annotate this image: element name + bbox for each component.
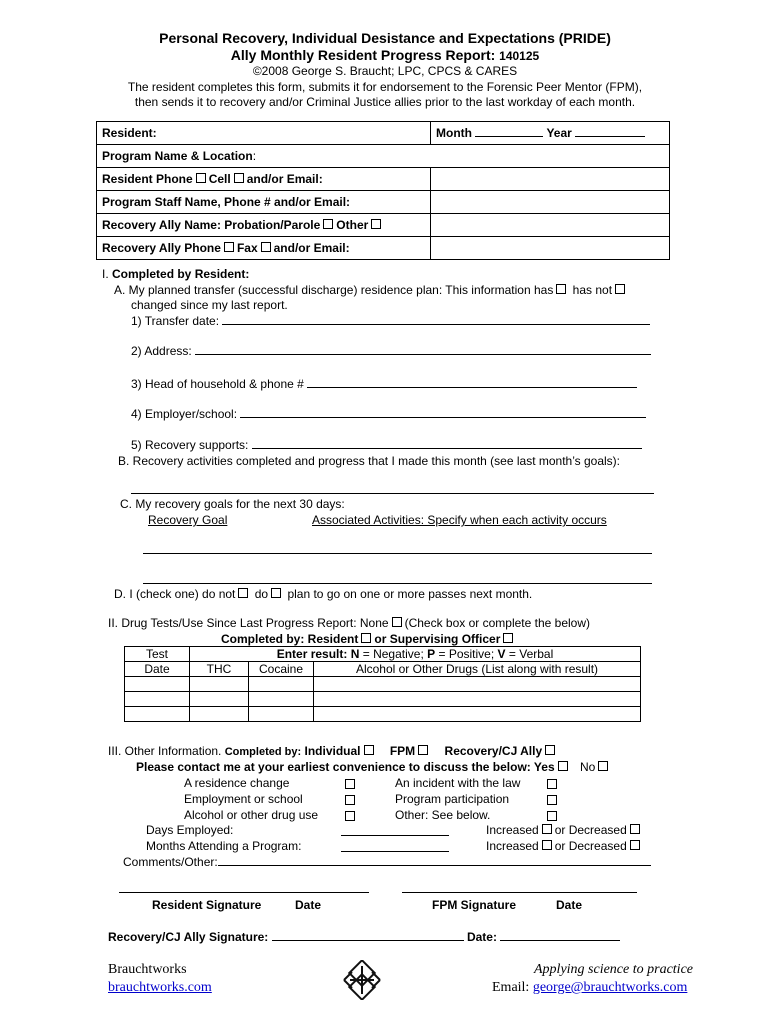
drug-test-table: [124, 646, 641, 722]
cocaine-header: Cocaine: [249, 662, 314, 677]
table-row: [125, 677, 641, 692]
test-date-header: Test: [125, 647, 190, 662]
subtitle-text: Ally Monthly Resident Progress Report:: [230, 47, 496, 63]
employment-label: Employment or school: [184, 792, 303, 806]
other-reason-checkbox[interactable]: [547, 811, 557, 821]
employer-field[interactable]: 4) Employer/school:: [131, 407, 646, 421]
table-row: [125, 707, 641, 722]
fpm-date-label: Date: [556, 898, 583, 912]
footer-email: Email: george@brauchtworks.com: [492, 980, 688, 995]
item-d: D. I (check one) do not do plan to go on one or more passes next month.: [114, 587, 533, 601]
celtic-knot-logo: [340, 960, 384, 1003]
participation-checkbox[interactable]: [547, 795, 557, 805]
ally-phone-field[interactable]: Recovery Ally Phone Fax and/or Email:: [97, 237, 431, 260]
other-drugs-header: Alcohol or Other Drugs (List along with result): [314, 662, 641, 677]
days-decreased-checkbox[interactable]: [630, 824, 640, 834]
item-a-continued: changed since my last report.: [131, 298, 288, 312]
incident-checkbox[interactable]: [547, 779, 557, 789]
staff-value[interactable]: [431, 191, 670, 214]
months-increased-checkbox[interactable]: [542, 840, 552, 850]
ally-phone-checkbox[interactable]: [224, 242, 234, 252]
resident-phone-field[interactable]: Resident Phone Cell and/or Email:: [97, 168, 431, 191]
cell-checkbox[interactable]: [234, 173, 244, 183]
ally-checkbox[interactable]: [545, 745, 555, 755]
ally-phone-value[interactable]: [431, 237, 670, 260]
section-3-heading: III. Other Information. Completed by: Individual FPM Recovery/CJ Ally: [108, 744, 558, 758]
resident-signature-line[interactable]: [119, 880, 369, 893]
days-employed-label: Days Employed:: [146, 823, 234, 837]
footer-brand: Brauchtworks: [108, 962, 187, 977]
incident-label: An incident with the law: [395, 776, 521, 790]
contact-request: Please contact me at your earliest convenience to discuss the below: Yes No: [136, 760, 611, 774]
none-checkbox[interactable]: [392, 617, 402, 627]
do-not-checkbox[interactable]: [238, 588, 248, 598]
probation-checkbox[interactable]: [323, 219, 333, 229]
employment-checkbox[interactable]: [345, 795, 355, 805]
alcohol-checkbox[interactable]: [345, 811, 355, 821]
has-not-checkbox[interactable]: [615, 284, 625, 294]
days-employed-field[interactable]: [341, 823, 449, 836]
resident-signature-label: Resident Signature: [152, 898, 262, 912]
individual-checkbox[interactable]: [364, 745, 374, 755]
alcohol-label: Alcohol or other drug use: [184, 808, 319, 822]
activities-column-header: Associated Activities: Specify when each activity occurs: [312, 513, 607, 527]
section-2-heading: II. Drug Tests/Use Since Last Progress Report: None (Check box or complete the below): [108, 616, 590, 630]
enter-result-header: Enter result: N = Negative; P = Positive; V = Verbal: [190, 647, 641, 662]
no-checkbox[interactable]: [598, 761, 608, 771]
goal-line-1[interactable]: [143, 541, 652, 554]
resident-phone-value[interactable]: [431, 168, 670, 191]
other-checkbox[interactable]: [371, 219, 381, 229]
resident-date-label: Date: [295, 898, 322, 912]
drug-completed-by: Completed by: Resident or Supervising Officer: [221, 632, 516, 646]
fpm-checkbox[interactable]: [418, 745, 428, 755]
transfer-date-field[interactable]: 1) Transfer date:: [131, 314, 650, 328]
phone-checkbox[interactable]: [196, 173, 206, 183]
fpm-signature-label: FPM Signature: [432, 898, 517, 912]
form-title: Personal Recovery, Individual Desistance and Expectations (PRIDE): [159, 30, 611, 46]
residence-change-label: A residence change: [184, 776, 290, 790]
item-c: C. My recovery goals for the next 30 days:: [120, 497, 345, 511]
footer-email-link[interactable]: george@brauchtworks.com: [532, 980, 688, 995]
head-household-field[interactable]: 3) Head of household & phone #: [131, 377, 637, 391]
fpm-signature-line[interactable]: [402, 880, 637, 893]
participation-label: Program participation: [395, 792, 510, 806]
section-1-heading: I. Completed by Resident:: [102, 267, 250, 281]
thc-header: THC: [190, 662, 249, 677]
copyright: ©2008 George S. Braucht; LPC, CPCS & CARES: [252, 64, 518, 78]
do-checkbox[interactable]: [271, 588, 281, 598]
fax-checkbox[interactable]: [261, 242, 271, 252]
months-change: Increased or Decreased: [486, 839, 643, 853]
goal-column-header: Recovery Goal: [148, 513, 228, 527]
footer-site-link[interactable]: brauchtworks.com: [108, 980, 212, 995]
ally-name-value[interactable]: [431, 214, 670, 237]
item-a-line: A. My planned transfer (successful discharge) residence plan: This information has has not: [114, 283, 628, 297]
supervising-officer-checkbox[interactable]: [503, 633, 513, 643]
staff-field[interactable]: Program Staff Name, Phone # and/or Email:: [97, 191, 431, 214]
ally-signature-row[interactable]: Recovery/CJ Ally Signature: Date:: [108, 930, 620, 944]
form-code: 140125: [499, 49, 540, 63]
test-date-header-2: Date: [125, 662, 190, 677]
footer-tagline: Applying science to practice: [534, 962, 693, 977]
item-b: B. Recovery activities completed and progress that I made this month (see last month’s goals):: [118, 454, 621, 468]
table-row: [125, 692, 641, 707]
address-field[interactable]: 2) Address:: [131, 344, 651, 358]
form-subtitle: [0, 47, 770, 63]
program-field[interactable]: Program Name & Location:: [97, 145, 670, 168]
supports-field[interactable]: 5) Recovery supports:: [131, 438, 642, 452]
resident-info-table: [96, 121, 670, 260]
days-change: Increased or Decreased: [486, 823, 643, 837]
residence-change-checkbox[interactable]: [345, 779, 355, 789]
month-year-field[interactable]: Month Year: [431, 122, 670, 145]
other-label: Other: See below.: [395, 808, 491, 822]
ally-name-field[interactable]: Recovery Ally Name: Probation/Parole Other: [97, 214, 431, 237]
days-increased-checkbox[interactable]: [542, 824, 552, 834]
instructions-line-1: The resident completes this form, submits it for endorsement to the Forensic Peer Mentor (FPM),: [127, 80, 643, 94]
months-attending-label: Months Attending a Program:: [146, 839, 302, 853]
instructions-line-2: then sends it to recovery and/or Criminal Justice allies prior to the last workday of each month.: [134, 95, 636, 109]
months-decreased-checkbox[interactable]: [630, 840, 640, 850]
resident-field[interactable]: Resident:: [97, 122, 431, 145]
goal-line-2[interactable]: [143, 571, 652, 584]
comments-field[interactable]: Comments/Other:: [123, 855, 651, 869]
drug-resident-checkbox[interactable]: [361, 633, 371, 643]
months-attending-field[interactable]: [341, 839, 449, 852]
yes-checkbox[interactable]: [558, 761, 568, 771]
item-b-answer-line[interactable]: [131, 481, 654, 494]
has-checkbox[interactable]: [556, 284, 566, 294]
